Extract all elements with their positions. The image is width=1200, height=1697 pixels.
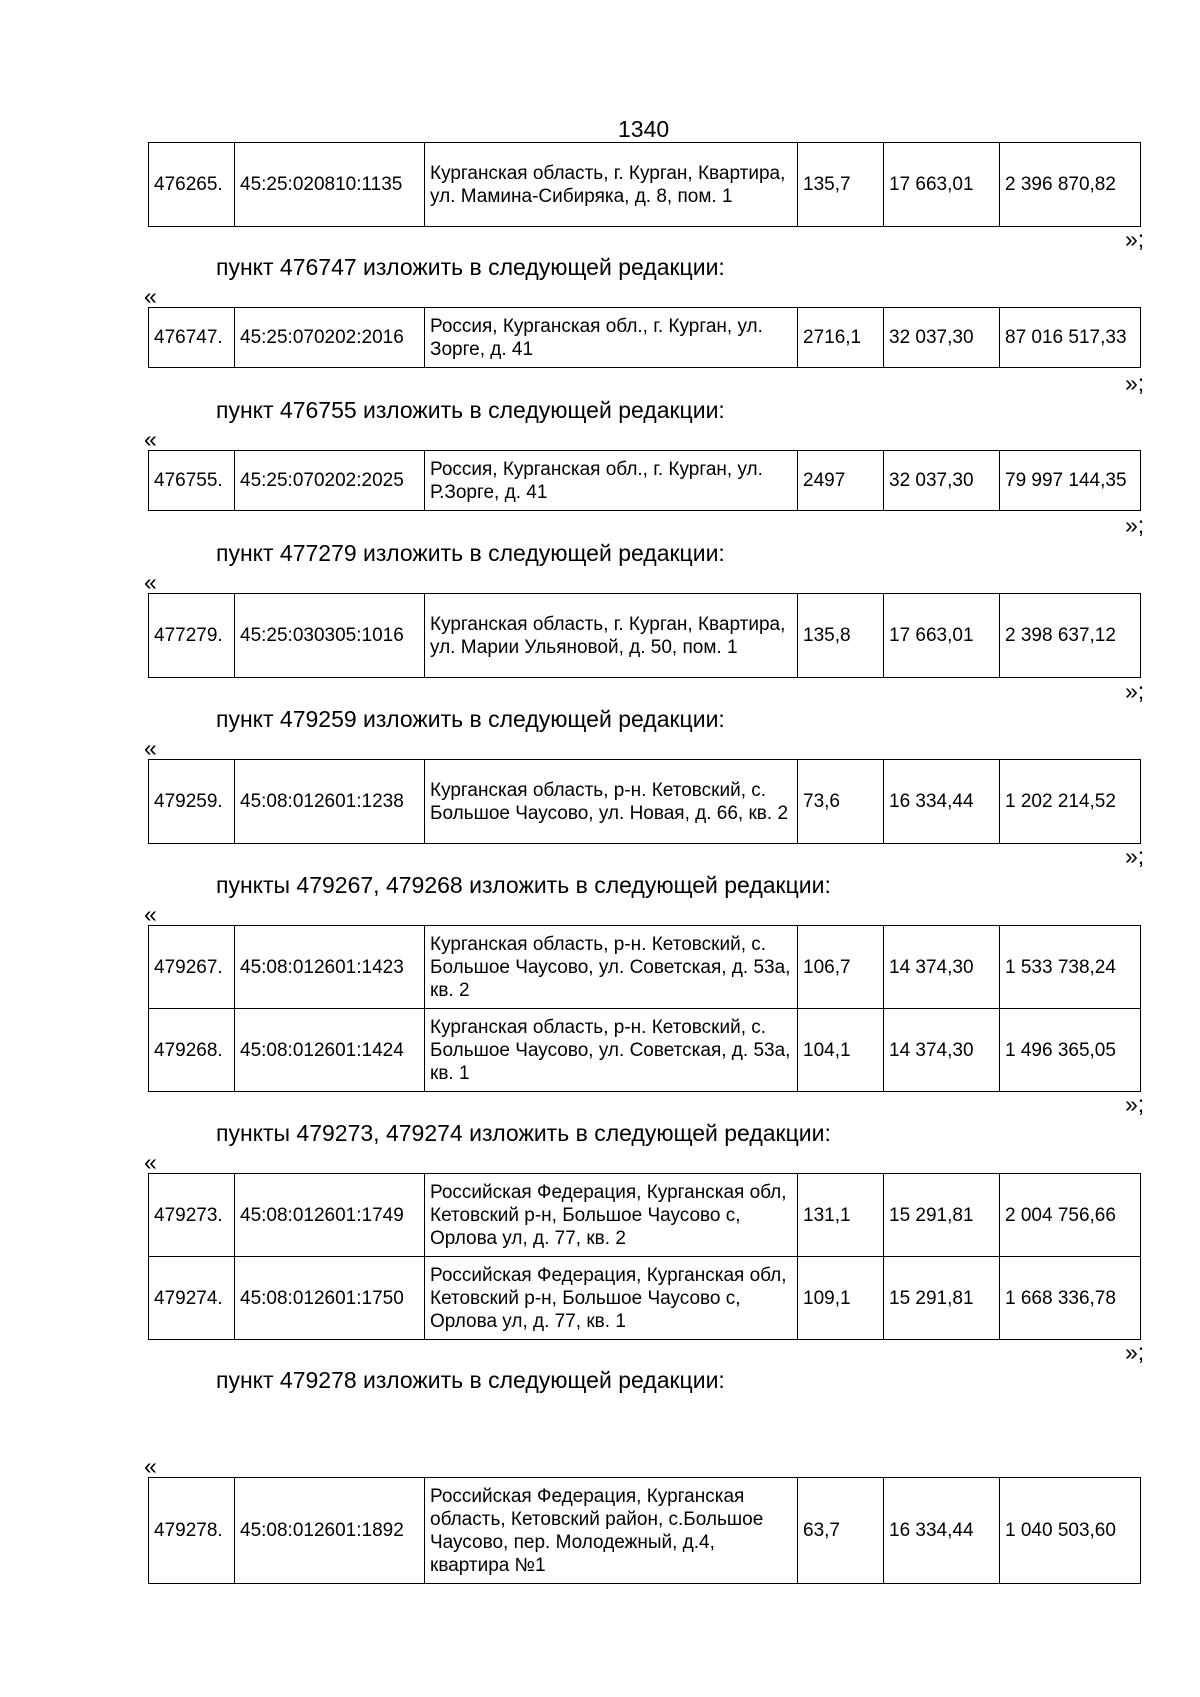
cadastral-number: 45:08:012601:1750 xyxy=(235,1257,425,1340)
open-quote: « xyxy=(144,283,157,309)
table-row xyxy=(149,451,1141,511)
table-row xyxy=(149,1478,1141,1584)
row-number: 479274. xyxy=(149,1257,235,1340)
cadastral-value: 1 668 336,78 xyxy=(1000,1257,1141,1340)
instruction-text: пункт 479278 изложить в следующей редакции: xyxy=(216,1367,725,1393)
registry-table xyxy=(148,759,1141,844)
cadastral-value: 1 496 365,05 xyxy=(1000,1009,1141,1092)
address: Российская Федерация, Курганская обл, Кетовский р-н, Большое Чаусово с, Орлова ул, д. 77, кв. 1 xyxy=(425,1257,798,1340)
address: Курганская область, р-н. Кетовский, с. Большое Чаусово, ул. Советская, д. 53а, кв. 2 xyxy=(425,926,798,1009)
price-per-m2: 15 291,81 xyxy=(884,1257,1000,1340)
price-per-m2: 16 334,44 xyxy=(884,760,1000,844)
registry-table xyxy=(148,307,1141,368)
price-per-m2: 32 037,30 xyxy=(884,308,1000,368)
cadastral-number: 45:25:030305:1016 xyxy=(235,594,425,678)
close-quote: »; xyxy=(1125,1091,1145,1117)
row-number: 479259. xyxy=(149,760,235,844)
cadastral-number: 45:25:070202:2025 xyxy=(235,451,425,511)
table-row xyxy=(149,143,1141,227)
address: Российская Федерация, Курганская обл, Кетовский р-н, Большое Чаусово с, Орлова ул, д. 77, кв. 2 xyxy=(425,1174,798,1257)
close-quote: »; xyxy=(1125,1339,1145,1365)
page-number: 1340 xyxy=(618,116,670,142)
address: Россия, Курганская обл., г. Курган, ул. Зорге, д. 41 xyxy=(425,308,798,368)
cadastral-value: 1 202 214,52 xyxy=(1000,760,1141,844)
area: 104,1 xyxy=(798,1009,884,1092)
close-quote: »; xyxy=(1125,370,1145,396)
row-number: 479278. xyxy=(149,1478,235,1584)
cadastral-number: 45:25:070202:2016 xyxy=(235,308,425,368)
cadastral-value: 1 533 738,24 xyxy=(1000,926,1141,1009)
price-per-m2: 14 374,30 xyxy=(884,1009,1000,1092)
open-quote: « xyxy=(144,569,157,595)
area: 63,7 xyxy=(798,1478,884,1584)
area: 135,7 xyxy=(798,143,884,227)
table-row xyxy=(149,1257,1141,1340)
cadastral-value: 1 040 503,60 xyxy=(1000,1478,1141,1584)
instruction-text: пункты 479273, 479274 изложить в следующей редакции: xyxy=(216,1120,831,1146)
area: 106,7 xyxy=(798,926,884,1009)
address: Россия, Курганская обл., г. Курган, ул. Р.Зорге, д. 41 xyxy=(425,451,798,511)
registry-table xyxy=(148,1173,1141,1340)
cadastral-value: 87 016 517,33 xyxy=(1000,308,1141,368)
address: Российская Федерация, Курганская область, Кетовский район, с.Большое Чаусово, пер. Молодежный, д.4, квартира №1 xyxy=(425,1478,798,1584)
row-number: 476265. xyxy=(149,143,235,227)
area: 73,6 xyxy=(798,760,884,844)
cadastral-number: 45:08:012601:1424 xyxy=(235,1009,425,1092)
close-quote: »; xyxy=(1125,678,1145,704)
table-row xyxy=(149,760,1141,844)
price-per-m2: 15 291,81 xyxy=(884,1174,1000,1257)
price-per-m2: 14 374,30 xyxy=(884,926,1000,1009)
price-per-m2: 17 663,01 xyxy=(884,594,1000,678)
table-row xyxy=(149,1009,1141,1092)
cadastral-value: 2 004 756,66 xyxy=(1000,1174,1141,1257)
area: 2497 xyxy=(798,451,884,511)
cadastral-value: 2 398 637,12 xyxy=(1000,594,1141,678)
address: Курганская область, р-н. Кетовский, с. Большое Чаусово, ул. Советская, д. 53а, кв. 1 xyxy=(425,1009,798,1092)
instruction-text: пункт 476747 изложить в следующей редакции: xyxy=(216,254,725,280)
registry-table xyxy=(148,142,1141,227)
address: Курганская область, р-н. Кетовский, с. Большое Чаусово, ул. Новая, д. 66, кв. 2 xyxy=(425,760,798,844)
price-per-m2: 32 037,30 xyxy=(884,451,1000,511)
address: Курганская область, г. Курган, Квартира, ул. Мамина-Сибиряка, д. 8, пом. 1 xyxy=(425,143,798,227)
registry-table xyxy=(148,925,1141,1092)
registry-table xyxy=(148,1477,1141,1584)
registry-table xyxy=(148,593,1141,678)
area: 131,1 xyxy=(798,1174,884,1257)
area: 135,8 xyxy=(798,594,884,678)
row-number: 479268. xyxy=(149,1009,235,1092)
table-row xyxy=(149,926,1141,1009)
instruction-text: пункты 479267, 479268 изложить в следующей редакции: xyxy=(216,872,831,898)
instruction-text: пункт 476755 изложить в следующей редакции: xyxy=(216,397,725,423)
cadastral-number: 45:08:012601:1892 xyxy=(235,1478,425,1584)
table-row xyxy=(149,1174,1141,1257)
row-number: 479267. xyxy=(149,926,235,1009)
cadastral-number: 45:08:012601:1238 xyxy=(235,760,425,844)
open-quote: « xyxy=(144,426,157,452)
open-quote: « xyxy=(144,735,157,761)
row-number: 476755. xyxy=(149,451,235,511)
cadastral-value: 79 997 144,35 xyxy=(1000,451,1141,511)
area: 109,1 xyxy=(798,1257,884,1340)
row-number: 476747. xyxy=(149,308,235,368)
registry-table xyxy=(148,450,1141,511)
price-per-m2: 16 334,44 xyxy=(884,1478,1000,1584)
close-quote: »; xyxy=(1125,226,1145,252)
row-number: 477279. xyxy=(149,594,235,678)
open-quote: « xyxy=(144,1453,157,1479)
close-quote: »; xyxy=(1125,512,1145,538)
area: 2716,1 xyxy=(798,308,884,368)
open-quote: « xyxy=(144,901,157,927)
close-quote: »; xyxy=(1125,843,1145,869)
cadastral-number: 45:08:012601:1423 xyxy=(235,926,425,1009)
instruction-text: пункт 477279 изложить в следующей редакции: xyxy=(216,540,725,566)
cadastral-number: 45:25:020810:1135 xyxy=(235,143,425,227)
table-row xyxy=(149,308,1141,368)
open-quote: « xyxy=(144,1149,157,1175)
address: Курганская область, г. Курган, Квартира, ул. Марии Ульяновой, д. 50, пом. 1 xyxy=(425,594,798,678)
price-per-m2: 17 663,01 xyxy=(884,143,1000,227)
cadastral-number: 45:08:012601:1749 xyxy=(235,1174,425,1257)
row-number: 479273. xyxy=(149,1174,235,1257)
cadastral-value: 2 396 870,82 xyxy=(1000,143,1141,227)
instruction-text: пункт 479259 изложить в следующей редакции: xyxy=(216,706,725,732)
table-row xyxy=(149,594,1141,678)
